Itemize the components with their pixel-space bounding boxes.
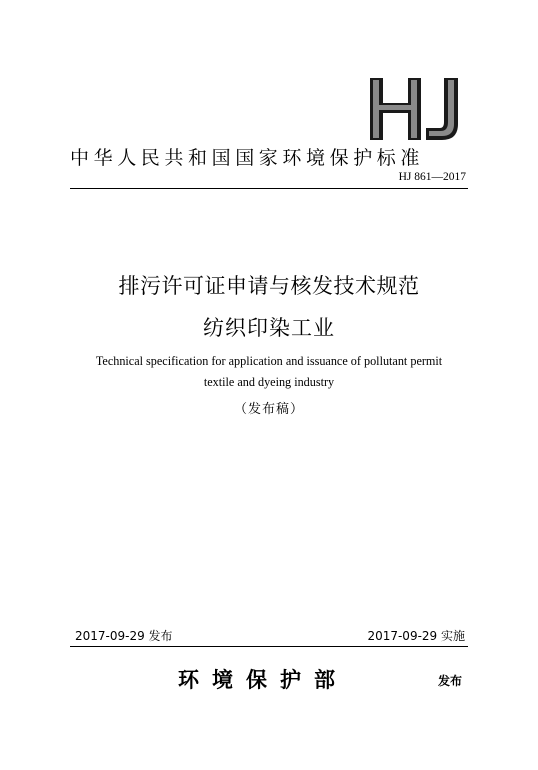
footer-divider [70, 646, 468, 647]
standard-number: HJ 861—2017 [398, 171, 466, 183]
document-status: （发布稿） [233, 402, 304, 417]
english-subtitle: textile and dyeing industry [203, 375, 335, 389]
issue-date: 2017-09-29 发布 [75, 629, 173, 643]
publish-label: 发布 [438, 674, 463, 688]
document-title: 排污许可证申请与核发技术规范 [118, 274, 420, 298]
document-subtitle: 纺织印染工业 [203, 316, 335, 340]
english-title: Technical specification for application and issuance of pollutant permit [95, 354, 443, 368]
standard-category-title: 中华人民共和国国家环境保护标准 [70, 147, 425, 169]
implementation-date: 2017-09-29 实施 [367, 629, 465, 643]
hj-logo-icon [368, 72, 468, 142]
issuing-authority: 环境保护部 [178, 667, 348, 692]
header-divider [70, 188, 468, 189]
